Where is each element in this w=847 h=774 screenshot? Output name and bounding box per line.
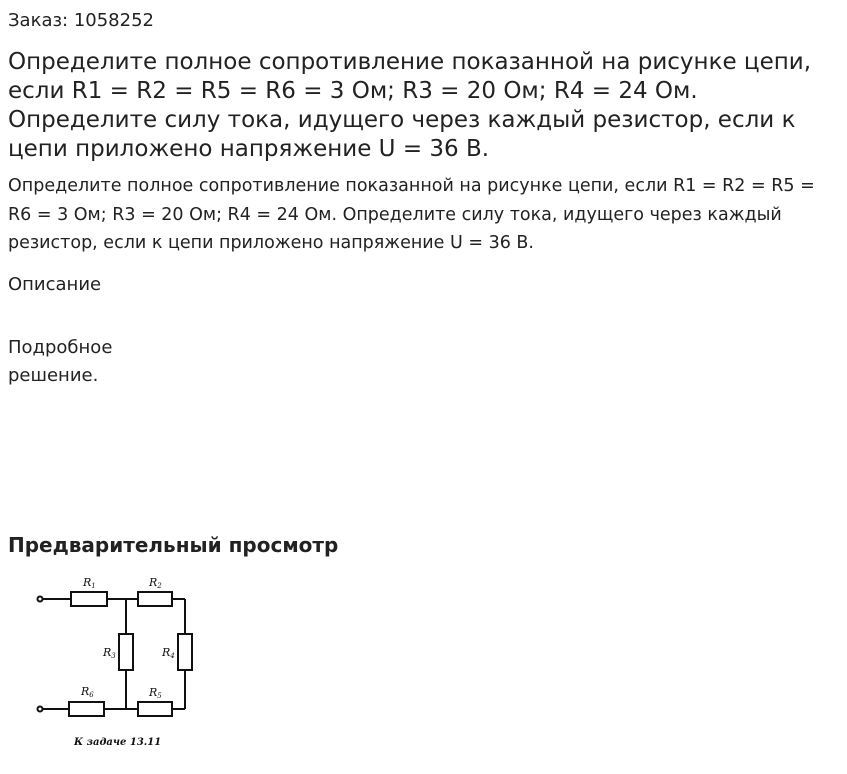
resistor-r5 xyxy=(138,702,172,716)
preview-title: Предварительный просмотр xyxy=(8,533,339,557)
resistor-r1 xyxy=(71,592,107,606)
label-r2: R2 xyxy=(149,576,162,590)
resistor-r4 xyxy=(178,634,192,670)
label-r6: R6 xyxy=(81,685,94,699)
order-number: Заказ: 1058252 xyxy=(8,10,154,31)
resistor-r3 xyxy=(119,634,133,670)
circuit-diagram xyxy=(22,570,206,756)
resistor-r2 xyxy=(138,592,172,606)
label-r1: R1 xyxy=(83,576,96,590)
label-r4: R4 xyxy=(162,646,175,660)
resistor-r6 xyxy=(69,702,104,716)
description-text: Подробное решение. xyxy=(8,337,113,386)
task-text: Определите полное сопротивление показанной на рисунке цепи, если R1 = R2 = R5 = R6 = 3 Ом; R3 = 20 Ом; R4 = 24 Ом. Определите силу тока, идущего через каждый резистор, если к цепи приложено напряжение U = 36 В. xyxy=(8,176,815,253)
label-r3: R3 xyxy=(103,646,116,660)
description-label: Описание xyxy=(8,274,102,295)
task-heading: Определите полное сопротивление показанной на рисунке цепи, если R1 = R2 = R5 = R6 = 3 Ом; R3 = 20 Ом; R4 = 24 Ом. Определите силу тока, идущего через каждый резистор, если к цепи приложено напряжение U = 36 В. xyxy=(8,49,812,162)
terminal-top xyxy=(38,597,43,602)
circuit-preview-image xyxy=(22,570,206,756)
figure-caption: К задаче 13.11 xyxy=(74,737,162,748)
label-r5: R5 xyxy=(149,686,162,700)
terminal-bottom xyxy=(38,707,43,712)
